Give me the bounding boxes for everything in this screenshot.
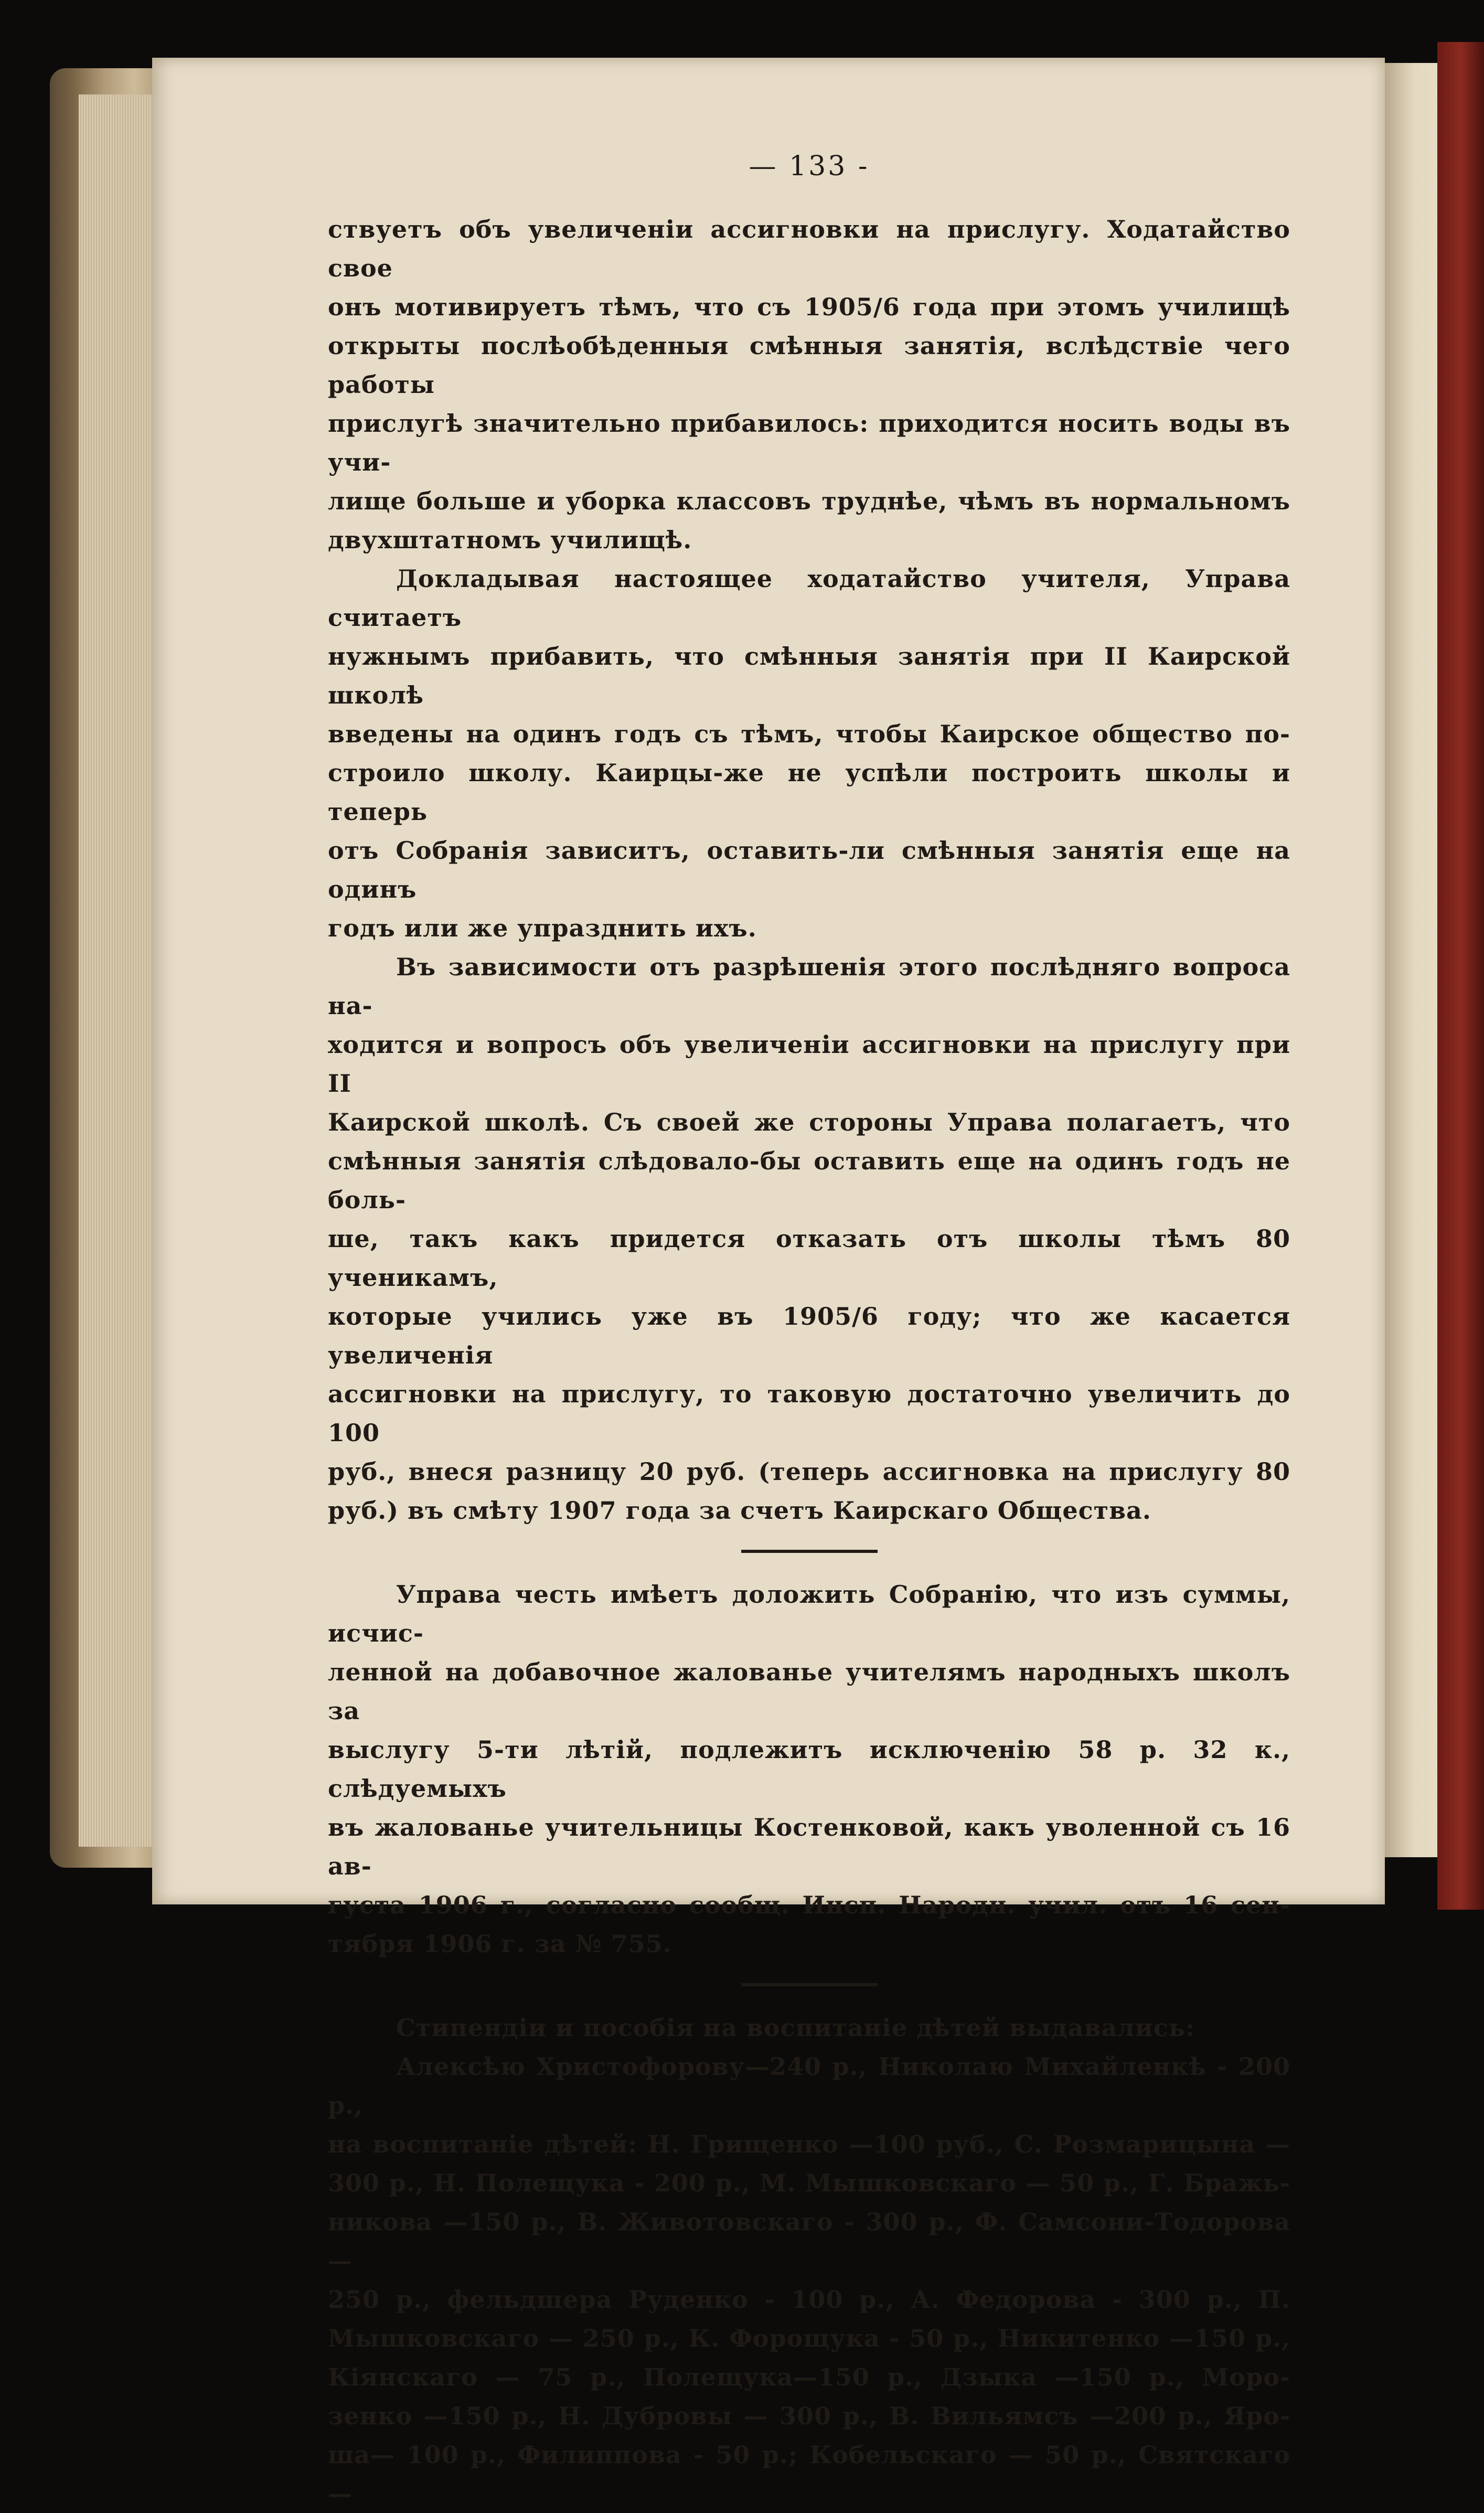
text-line: Докладывая настоящее ходатайство учителя, Управа считаетъ xyxy=(328,565,1290,632)
text-line: нужнымъ прибавить, что смѣнныя занятія при II Каирской школѣ xyxy=(328,642,1290,709)
text-line: введены на одинъ годъ съ тѣмъ, чтобы Каирское общество по- xyxy=(328,720,1290,748)
text-line: Алексѣю Христофорову—240 р., Николаю Михайленкѣ - 200 р., xyxy=(328,2052,1290,2120)
text-line: смѣнныя занятія слѣдовало-бы оставить еще на одинъ годъ не боль- xyxy=(328,1147,1290,1214)
text-line: ассигновки на прислугу, то таковую достаточно увеличить до 100 xyxy=(328,1380,1290,1447)
text-line: ше, такъ какъ придется отказать отъ школы тѣмъ 80 ученикамъ, xyxy=(328,1224,1290,1292)
text-line: зенко —150 р., Н. Дубровы — 300 р., В. Вильямсъ —200 р., Яро- xyxy=(328,2402,1290,2430)
text-line: открыты послѣобѣденныя смѣнныя занятія, вслѣдствіе чего работы xyxy=(328,332,1290,399)
text-line: Каирской школѣ. Съ своей же стороны Управа полагаетъ, что xyxy=(328,1108,1290,1136)
text-line: ша— 100 р., Филиппова - 50 р.; Кобельскаго — 50 р., Святскаго — xyxy=(328,2441,1290,2508)
text-line: Управа честь имѣетъ доложить Собранію, что изъ суммы, исчис- xyxy=(328,1580,1290,1647)
paragraph-1 xyxy=(328,210,1290,559)
text-line: ленной на добавочное жалованье учителямъ народныхъ школъ за xyxy=(328,1658,1290,1725)
text-line: лище больше и уборка классовъ труднѣе, чѣмъ въ нормальномъ xyxy=(328,487,1290,515)
paragraph-5 xyxy=(328,2008,1290,2047)
paragraph-2 xyxy=(328,559,1290,947)
text-line: отъ Собранія зависитъ, оставить-ли смѣнныя занятія еще на одинъ xyxy=(328,836,1290,903)
text-line: ходится и вопросъ объ увеличеніи ассигновки на прислугу при II xyxy=(328,1030,1290,1098)
page-stack-left xyxy=(79,94,163,1847)
paragraph-6 xyxy=(328,2047,1290,2513)
text-line: никова —150 р., В. Животовскаго - 300 р., Ф. Самсони-Тодорова — xyxy=(328,2208,1290,2275)
text-line: руб.) въ смѣту 1907 года за счетъ Каирскаго Общества. xyxy=(328,1496,1151,1525)
page-number: — 133 - xyxy=(749,151,870,182)
text-line: Кіянскаго — 75 р., Полещука—150 р., Дзыка —150 р., Моро- xyxy=(328,2363,1290,2391)
text-line: которые учились уже въ 1905/6 году; что же касается увеличенія xyxy=(328,1302,1290,1369)
text-line: руб., внеся разницу 20 руб. (теперь ассигновка на прислугу 80 xyxy=(328,1457,1290,1486)
text-line: выслугу 5-ти лѣтій, подлежитъ исключенію 58 р. 32 к., слѣдуемыхъ xyxy=(328,1735,1290,1803)
text-line: Стипендіи и пособія на воспитаніе дѣтей выдавались: xyxy=(396,2014,1195,2042)
page-text xyxy=(328,152,1290,2513)
text-line: 300 р., Н. Полещука - 200 р., М. Мышковскаго — 50 р., Г. Бражь- xyxy=(328,2169,1290,2197)
text-line: онъ мотивируетъ тѣмъ, что съ 1905/6 года при этомъ училищѣ xyxy=(328,293,1290,321)
section-divider xyxy=(741,1983,878,1986)
text-line: ствуетъ объ увеличеніи ассигновки на прислугу. Ходатайство свое xyxy=(328,215,1290,282)
book-cover-right xyxy=(1437,42,1484,1910)
text-line: строило школу. Каирцы-же не успѣли построить школы и теперь xyxy=(328,759,1290,826)
text-line: на воспитаніе дѣтей: Н. Грищенко —100 руб., С. Розмарицына — xyxy=(328,2130,1290,2158)
text-line: тября 1906 г. за № 755. xyxy=(328,1930,672,1958)
text-line: Въ зависимости отъ разрѣшенія этого послѣдняго вопроса на- xyxy=(328,953,1290,1020)
paragraph-3 xyxy=(328,947,1290,1530)
text-line: Мышковскаго — 250 р., К. Форощука - 50 р., Никитенко —150 р., xyxy=(328,2324,1290,2352)
paragraph-4 xyxy=(328,1575,1290,1963)
section-divider xyxy=(741,1550,878,1553)
text-line: въ жалованье учительницы Костенковой, какъ уволенной съ 16 ав- xyxy=(328,1813,1290,1880)
text-line: 250 р., фельдшера Руденко - 100 р., А. Федорова - 300 р., П. xyxy=(328,2285,1290,2314)
text-line: двухштатномъ училищѣ. xyxy=(328,526,692,554)
text-line: годъ или же упразднить ихъ. xyxy=(328,914,757,942)
text-line: густа 1906 г., согласно сообщ. Инсп. Народн. учил. отъ 16 сен- xyxy=(328,1891,1290,1919)
text-line: прислугѣ значительно прибавилось: приходится носить воды въ учи- xyxy=(328,409,1290,476)
